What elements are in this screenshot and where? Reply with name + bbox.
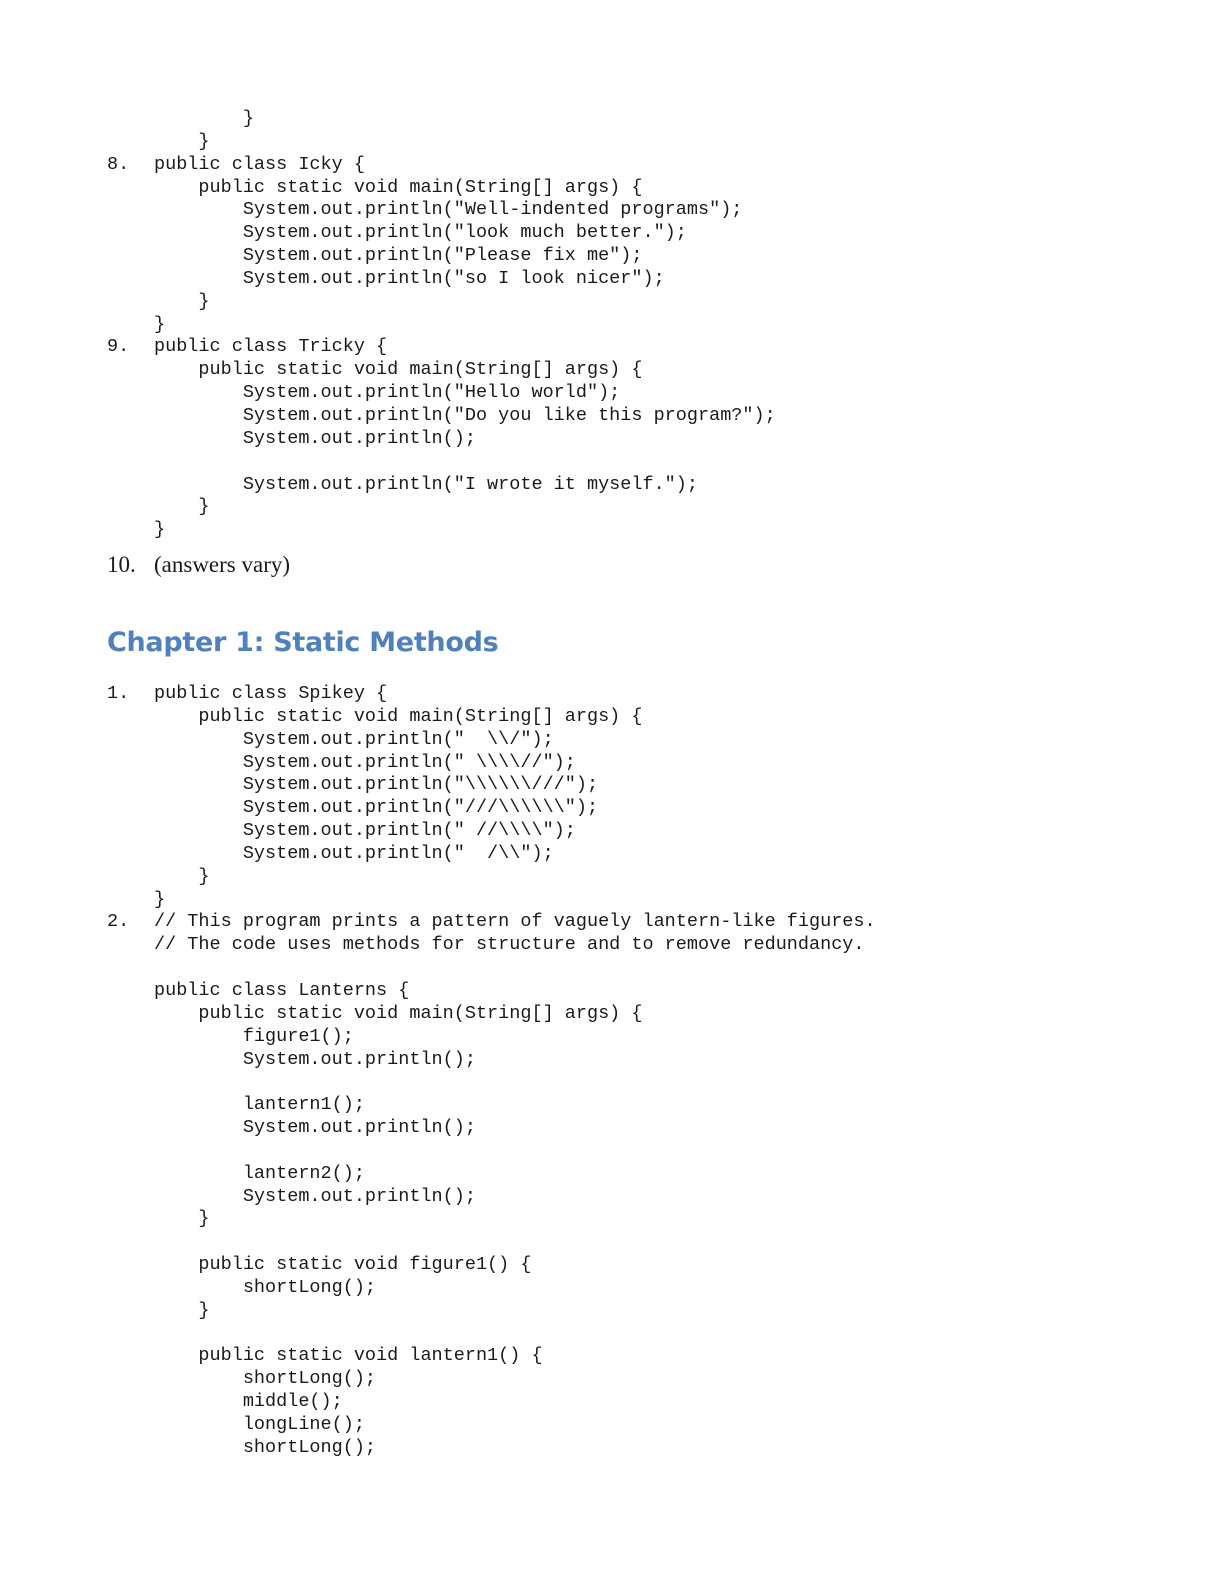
- answer-number: 10.: [107, 552, 136, 577]
- code-line: [107, 245, 776, 268]
- code-text: }: [154, 519, 166, 541]
- code-line: [107, 1186, 876, 1209]
- code-line: [107, 1300, 876, 1323]
- code-line: [107, 774, 876, 797]
- code-text: }: [154, 888, 166, 910]
- code-text: // The code uses methods for structure and to remove redundancy.: [154, 934, 865, 956]
- code-line: [107, 683, 876, 706]
- code-line: [107, 519, 776, 542]
- code-text: public static void figure1() {: [154, 1254, 532, 1276]
- code-text: middle();: [154, 1391, 343, 1413]
- code-text: public static void lantern1() {: [154, 1345, 543, 1367]
- code-line: [107, 820, 876, 843]
- code-text: shortLong();: [154, 1368, 377, 1390]
- code-line: [107, 1345, 876, 1368]
- code-text: }: [154, 130, 210, 152]
- code-line: [107, 911, 876, 934]
- code-text: public class Icky {: [154, 153, 365, 175]
- code-line: [107, 843, 876, 866]
- code-text: lantern1();: [154, 1094, 365, 1116]
- code-line: [107, 1368, 876, 1391]
- code-line: [107, 154, 776, 177]
- code-text: System.out.println("so I look nicer");: [154, 267, 665, 289]
- code-line: [107, 1049, 876, 1072]
- code-line: [107, 980, 876, 1003]
- code-text: longLine();: [154, 1414, 365, 1435]
- item-number: 2.: [107, 911, 130, 933]
- code-text: System.out.println(" \\/");: [154, 728, 554, 750]
- code-line: [107, 359, 776, 382]
- answer-10: [107, 552, 290, 578]
- code-line: [107, 866, 876, 889]
- code-line: [107, 336, 776, 359]
- code-line: [107, 108, 776, 131]
- code-text: public class Spikey {: [154, 683, 388, 704]
- chapter-heading: Chapter 1: Static Methods: [107, 627, 499, 658]
- code-line: [107, 1231, 876, 1254]
- code-text: System.out.println("Do you like this program?");: [154, 404, 776, 426]
- code-line: [107, 1277, 876, 1300]
- code-text: System.out.println(" //\\\\");: [154, 820, 576, 842]
- code-text: shortLong();: [154, 1276, 377, 1298]
- code-text: public class Tricky {: [154, 336, 388, 358]
- code-line: [107, 1117, 876, 1140]
- code-text: System.out.println(" /\\");: [154, 842, 554, 864]
- code-text: System.out.println("I wrote it myself.");: [154, 473, 698, 495]
- code-line: [107, 752, 876, 775]
- code-text: public static void main(String[] args) {: [154, 176, 643, 198]
- code-line: [107, 199, 776, 222]
- code-line: [107, 268, 776, 291]
- code-text: System.out.println("Hello world");: [154, 382, 621, 404]
- code-line: [107, 1437, 876, 1460]
- code-text: }: [154, 290, 210, 312]
- code-line: [107, 451, 776, 474]
- code-line: [107, 729, 876, 752]
- code-text: System.out.println("Well-indented programs");: [154, 199, 743, 221]
- code-text: }: [154, 1208, 210, 1230]
- code-line: [107, 1140, 876, 1163]
- code-text: public class Lanterns {: [154, 979, 410, 1001]
- code-line: [107, 1254, 876, 1277]
- code-text: System.out.println();: [154, 1048, 476, 1070]
- code-text: lantern2();: [154, 1162, 365, 1184]
- code-line: [107, 496, 776, 519]
- item-number: 8.: [107, 153, 130, 175]
- code-block-exercises-8-9: [107, 108, 776, 542]
- code-text: System.out.println();: [154, 1117, 476, 1139]
- item-number: 9.: [107, 336, 130, 358]
- code-line: [107, 1414, 876, 1437]
- code-text: }: [154, 1299, 210, 1321]
- code-text: System.out.println("\\\\\\///");: [154, 774, 599, 796]
- code-text: System.out.println();: [154, 1185, 476, 1207]
- code-line: [107, 1163, 876, 1186]
- code-text: }: [154, 313, 166, 335]
- code-line: [107, 474, 776, 497]
- code-text: }: [154, 496, 210, 518]
- code-line: [107, 1208, 876, 1231]
- code-text: shortLong();: [154, 1436, 377, 1458]
- code-line: [107, 1071, 876, 1094]
- code-text: System.out.println();: [154, 427, 476, 449]
- code-text: System.out.println("///\\\\\\");: [154, 797, 599, 819]
- code-text: public static void main(String[] args) {: [154, 705, 643, 727]
- code-line: [107, 177, 776, 200]
- code-line: [107, 428, 776, 451]
- code-line: [107, 1026, 876, 1049]
- code-line: [107, 889, 876, 912]
- code-line: [107, 957, 876, 980]
- code-text: public static void main(String[] args) {: [154, 359, 643, 381]
- code-block-chapter-1: [107, 683, 876, 1460]
- code-line: [107, 222, 776, 245]
- code-line: [107, 291, 776, 314]
- code-line: [107, 1323, 876, 1346]
- answer-text: (answers vary): [154, 552, 291, 577]
- code-text: public static void main(String[] args) {: [154, 1002, 643, 1024]
- code-line: [107, 1391, 876, 1414]
- code-line: [107, 314, 776, 337]
- code-text: // This program prints a pattern of vaguely lantern-like figures.: [154, 911, 876, 933]
- code-line: [107, 797, 876, 820]
- item-number: 1.: [107, 683, 130, 704]
- code-line: [107, 1094, 876, 1117]
- code-line: [107, 382, 776, 405]
- code-text: System.out.println("look much better.");: [154, 222, 687, 244]
- code-line: [107, 1003, 876, 1026]
- code-line: [107, 405, 776, 428]
- code-line: [107, 131, 776, 154]
- code-text: }: [154, 108, 254, 129]
- code-text: System.out.println("Please fix me");: [154, 245, 643, 267]
- code-line: [107, 934, 876, 957]
- code-text: }: [154, 865, 210, 887]
- code-line: [107, 706, 876, 729]
- code-text: System.out.println(" \\\\//");: [154, 751, 576, 773]
- code-text: figure1();: [154, 1025, 354, 1047]
